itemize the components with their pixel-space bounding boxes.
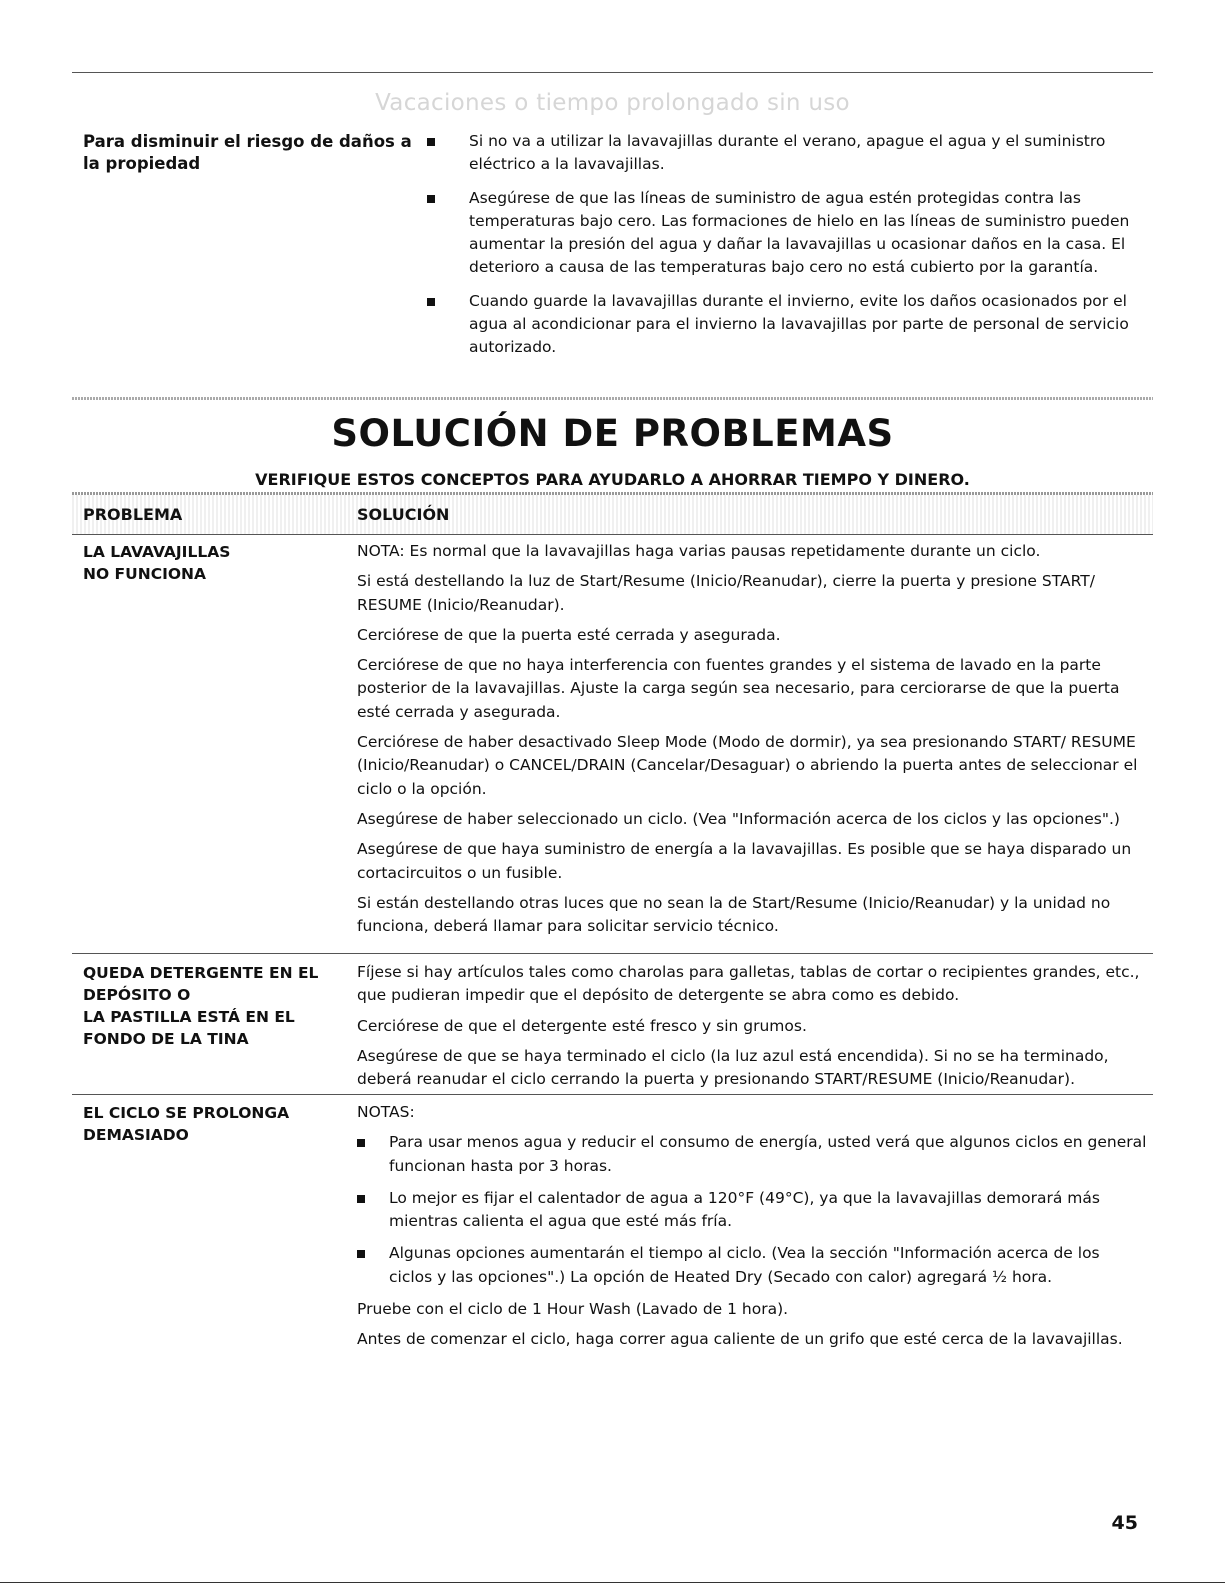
column-header-solution: SOLUCIÓN [357, 505, 450, 524]
bullet-icon [427, 298, 435, 306]
table-header-top-rule [72, 492, 1153, 495]
row-divider [72, 953, 1153, 954]
bullet-icon [427, 138, 435, 146]
bullet-icon [357, 1250, 365, 1258]
solution-cell: Fíjese si hay artículos tales como charolas para galletas, tablas de cortar o recipientes grandes, etc., que pudieran impedir que el depósito de detergente se abra como es debido. Cerciórese de que el detergente esté fresco y sin grumos. Asegúrese de que se haya terminado el ciclo (la luz azul está encendida). Si no se ha terminado, deberá reanudar el ciclo cerrando la puerta y presionando START/RESUME (Inicio/Reanudar). [357, 963, 1140, 1089]
bullet-icon [427, 195, 435, 203]
row-divider [72, 1094, 1153, 1095]
vacation-left-label: Para disminuir el riesgo de daños a la propiedad [83, 132, 412, 173]
notes-list [357, 1131, 1147, 1289]
list-item: Lo mejor es fijar el calentador de agua a 120°F (49°C), ya que la lavavajillas demorará más mientras calienta el agua que esté más fría. [357, 1187, 1147, 1234]
bullet-icon [357, 1139, 365, 1147]
list-item: Algunas opciones aumentarán el tiempo al ciclo. (Vea la sección "Información acerca de los ciclos y las opciones".) La opción de Heated Dry (Secado con calor) agregará ½ hora. [357, 1242, 1147, 1289]
manual-page [72, 0, 1153, 1585]
vacation-list [427, 130, 1147, 370]
table-header [72, 492, 1153, 535]
problem-cell: LA LAVAVAJILLAS NO FUNCIONA [83, 543, 231, 583]
troubleshooting-subtitle: VERIFIQUE ESTOS CONCEPTOS PARA AYUDARLO A AHORRAR TIEMPO Y DINERO. [255, 470, 970, 489]
list-item: Para usar menos agua y reducir el consumo de energía, usted verá que algunos ciclos en general funcionan hasta por 3 horas. [357, 1131, 1147, 1178]
page-number: 45 [1111, 1512, 1138, 1534]
problem-cell: EL CICLO SE PROLONGA DEMASIADO [83, 1104, 290, 1144]
top-rule [72, 72, 1153, 73]
column-header-problem: PROBLEMA [83, 505, 183, 524]
list-item: Asegúrese de que las líneas de suministro de agua estén protegidas contra las temperaturas bajo cero. Las formaciones de hielo en las líneas de suministro pueden aumentar la presión del agua y dañar la lavavajillas u ocasionar daños en la casa. El deterioro a causa de las temperaturas bajo cero no está cubierto por la garantía. [427, 187, 1147, 280]
list-item: Si no va a utilizar la lavavajillas durante el verano, apague el agua y el suministro eléctrico a la lavavajillas. [427, 130, 1147, 177]
list-item: Cuando guarde la lavavajillas durante el invierno, evite los daños ocasionados por el agua al acondicionar para el invierno la lavavajillas por parte de personal de servicio autorizado. [427, 290, 1147, 360]
bullet-icon [357, 1195, 365, 1203]
bottom-rule [0, 1582, 1225, 1583]
solution-cell: NOTAS: Para usar menos agua y reducir el consumo de energía, usted verá que algunos ciclos en general funcionan hasta por 3 horas. Lo mejor es fijar el calentador de agua a 120°F (49°C), ya que la lavavajillas demorará más mientras calienta el agua que esté más fría. Algunas opciones aumentarán el tiempo al ciclo. (Vea la sección "Información acerca de los ciclos y las opciones".) La opción de Heated Dry (Secado con calor) agregará ½ hora. Pruebe con el ciclo de 1 Hour Wash (Lavado de 1 hora). Antes de comenzar el ciclo, haga correr agua caliente de un grifo que esté cerca de la lavavajillas. [357, 1103, 1147, 1349]
troubleshooting-title: SOLUCIÓN DE PROBLEMAS [331, 412, 894, 455]
section-divider [72, 397, 1153, 400]
problem-cell: QUEDA DETERGENTE EN EL DEPÓSITO O LA PASTILLA ESTÁ EN EL FONDO DE LA TINA [83, 964, 319, 1048]
vacation-heading: Vacaciones o tiempo prolongado sin uso [375, 90, 850, 116]
solution-cell: NOTA: Es normal que la lavavajillas haga varias pausas repetidamente durante un ciclo. Si está destellando la luz de Start/Resume (Inicio/Reanudar), cierre la puerta y presione START/ RESUME (Inicio/Reanudar). Cerciórese de que la puerta esté cerrada y asegurada. Cerciórese de que no haya interferencia con fuentes grandes y el sistema de lavado en la parte posterior de la lavavajillas. Ajuste la carga según sea necesario, para cerciorarse de que la puerta esté cerrada y asegurada. Cerciórese de haber desactivado Sleep Mode (Modo de dormir), ya sea presionando START/ RESUME (Inicio/Reanudar) o CANCEL/DRAIN (Cancelar/Desaguar) o abriendo la puerta antes de seleccionar el ciclo o la opción. Asegúrese de haber seleccionado un ciclo. (Vea "Información acerca de los ciclos y las opciones".) Asegúrese de que haya suministro de energía a la lavavajillas. Es posible que se haya disparado un cortacircuitos o un fusible. Si están destellando otras luces que no sean la de Start/Resume (Inicio/Reanudar) y la unidad no funciona, deberá llamar para solicitar servicio técnico. [357, 542, 1138, 936]
